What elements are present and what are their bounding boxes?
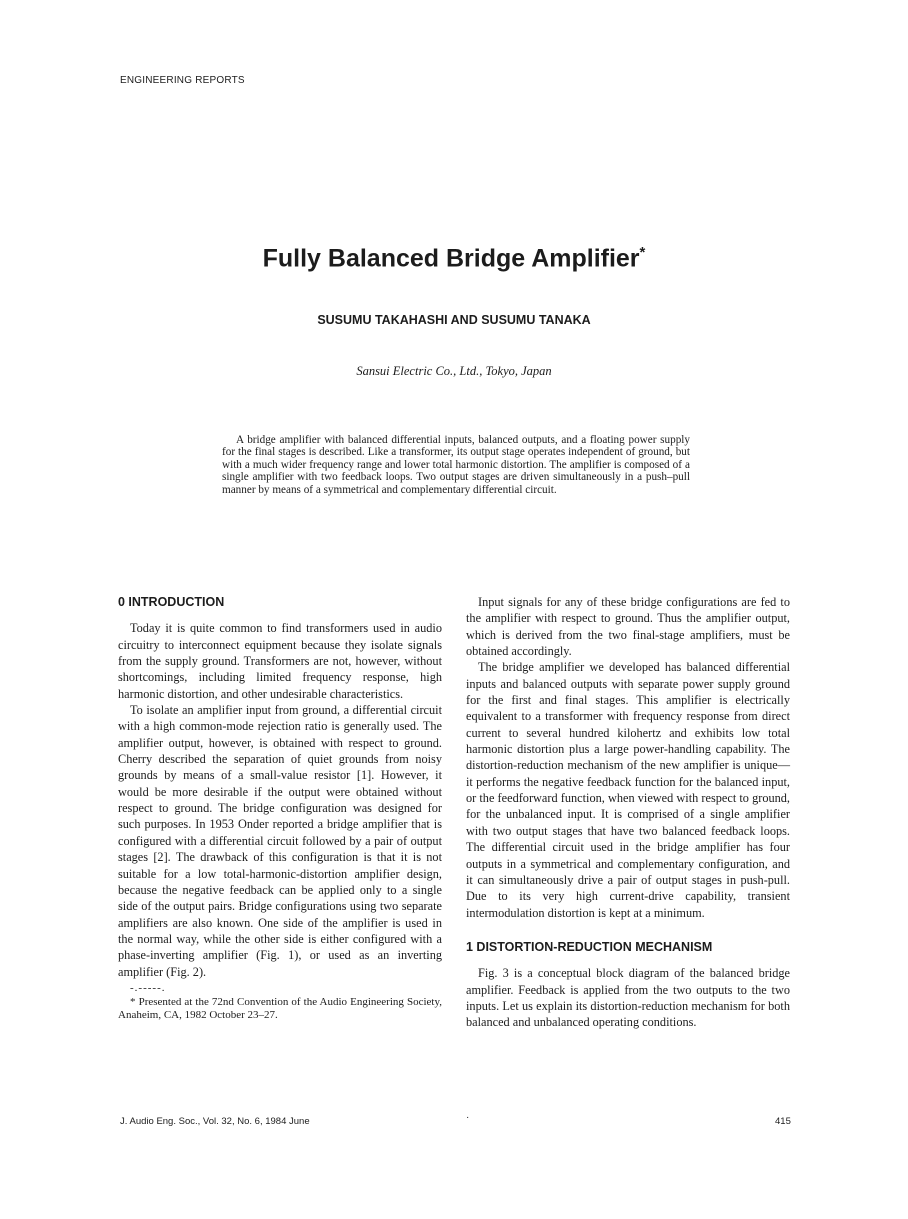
mechanism-paragraph-1: Fig. 3 is a conceptual block diagram of the balanced bridge amplifier. Feedback is applied from the two outputs to the two inputs. Let us explain its distortion-reduction mechanism for both balanced and unbalanced operating conditions. [466, 966, 790, 1030]
paper-title [0, 244, 908, 273]
intro-paragraph-4: The bridge amplifier we developed has balanced differential inputs and balanced outputs with separate power supply ground for the first and final stages. This amplifier is electrically equivalent to a transformer with frequency response from direct current to several hundred kilohertz and exhibits low total harmonic distortion plus a large power-handling capability. The distortion-reduction mechanism of the new amplifier is unique—it performs the negative feedback function for the balanced input, or the feedforward function, when viewed with respect to ground, for the unbalanced input. It is comprised of a single amplifier with two output stages that have two balanced feedback loops. The differential circuit used in the bridge amplifier has four outputs in a symmetrical and complementary configuration, and it can simultaneously drive a pair of output stages in push-pull. Due to its very high current-drive capability, transient intermodulation distortion is kept at a minimum. [466, 660, 790, 920]
running-head: ENGINEERING REPORTS [120, 75, 245, 86]
footnote-rule: -.-----. [130, 981, 166, 994]
right-column [466, 594, 790, 1031]
authors: SUSUMU TAKAHASHI AND SUSUMU TANAKA [317, 313, 591, 327]
section-heading-mechanism: 1 DISTORTION-REDUCTION MECHANISM [466, 939, 713, 954]
footnote: * Presented at the 72nd Convention of the Audio Engineering Society, Anaheim, CA, 1982 October 23–27. [118, 996, 442, 1022]
intro-paragraph-1: Today it is quite common to find transformers used in audio circuitry to interconnect equipment because they isolate signals from the supply ground. Transformers are not, however, without shortcomings, including limited frequency response, high harmonic distortion, and other undesirable characteristics. [118, 621, 442, 701]
footer-citation: J. Audio Eng. Soc., Vol. 32, No. 6, 1984 June [120, 1116, 310, 1127]
intro-paragraph-3: Input signals for any of these bridge configurations are fed to the amplifier with respect to ground. Thus the amplifier output, which is derived from the two final-stage amplifiers, must be obtained accordingly. [466, 595, 790, 659]
abstract: A bridge amplifier with balanced differential inputs, balanced outputs, and a floating power supply for the final stages is described. Like a transformer, its output stage operates independent of ground, but with a much wider frequency range and lower total harmonic distortion. The amplifier is composed of a single amplifier with two feedback loops. Two output stages are driven simultaneously in a push–pull manner by means of a symmetrical and complementary differential circuit. [222, 434, 690, 496]
intro-paragraph-2: To isolate an amplifier input from ground, a differential circuit with a high common-mode rejection ratio is generally used. The amplifier output, however, is obtained with respect to ground. Cherry described the separation of quiet grounds from noisy grounds by means of a small-value resistor [1]. However, it would be more desirable if the output were obtained without respect to ground. The bridge configuration was designed for such purposes. In 1953 Onder reported a bridge amplifier that is configured with a differential circuit followed by a pair of output stages [2]. The drawback of this configuration is that it is not suitable for a low total-harmonic-distortion amplifier design, because the negative feedback can be applied only to a single side of the output pairs. Bridge configurations using two separate amplifiers are also known. One side of the amplifier is used in the normal way, while the other side is either configured with a phase-inverting amplifier (Fig. 1), or used as an inverting amplifier (Fig. 2). [118, 703, 442, 979]
title-footnote-mark: * [639, 243, 646, 261]
footer-dot: · [466, 1112, 470, 1123]
paper-title-text: Fully Balanced Bridge Amplifier [262, 244, 640, 273]
section-heading-introduction: 0 INTRODUCTION [118, 595, 225, 609]
affiliation: Sansui Electric Co., Ltd., Tokyo, Japan [356, 364, 552, 378]
left-column [118, 594, 442, 1022]
page-number: 415 [775, 1116, 791, 1127]
